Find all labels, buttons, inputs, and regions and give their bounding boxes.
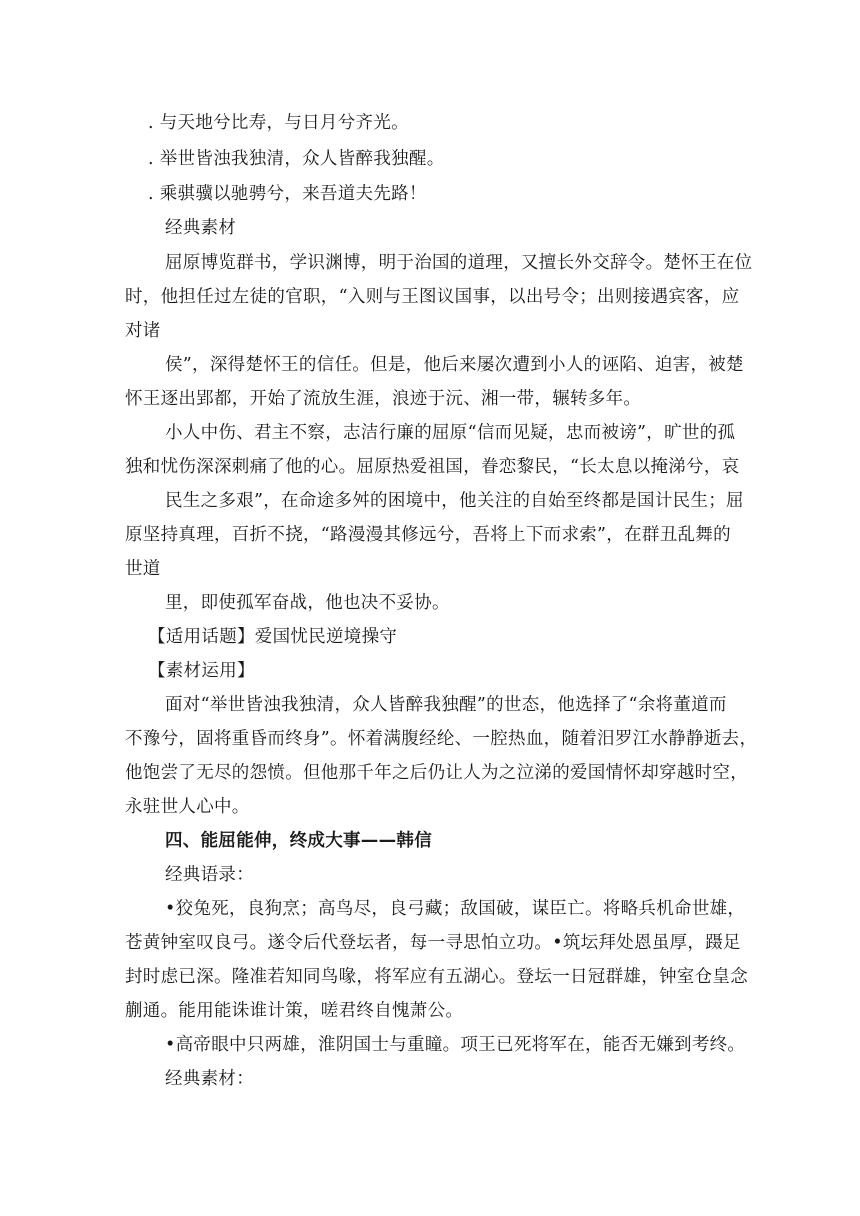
usage-label: 【素材运用】	[148, 661, 255, 681]
paragraph-line: 世道	[125, 559, 161, 579]
paragraph-line: 小人中伤、君主不察，志洁行廉的屈原“信而见疑，忠而被谤”，旷世的孤	[165, 423, 736, 443]
paragraph-line: 蒯通。能用能诛谁计策，嗟君终自愧萧公。	[125, 1001, 464, 1021]
paragraph-line: 苍黄钟室叹良弓。遂令后代登坛者，每一寻思怕立功。•筑坛拜处恩虽厚，蹑足	[125, 933, 741, 953]
paragraph-line: 不豫兮，固将重昏而终身”。怀着满腹经纶、一腔热血，随着汨罗江水静静逝去，	[125, 729, 758, 749]
paragraph-line: 怀王逐出郢都，开始了流放生涯，浪迹于沅、湘一带，辗转多年。	[125, 389, 642, 409]
paragraph-line: 永驻世人心中。	[125, 797, 250, 817]
paragraph-line: 时，他担任过左徒的官职，“入则与王图议国事，以出号令；出则接遇宾客，应	[125, 287, 740, 307]
paragraph-line: 原坚持真理，百折不挠，“路漫漫其修远兮，吾将上下而求索”，在群丑乱舞的	[125, 525, 731, 545]
paragraph-line: •狡兔死，良狗烹；高鸟尽，良弓藏；敌国破，谋臣亡。将略兵机命世雄，	[165, 899, 746, 919]
paragraph-line: 民生之多艰”，在命途多舛的困境中，他关注的自始至终都是国计民生；屈	[165, 491, 744, 511]
paragraph-line: •高帝眼中只两雄，淮阴国士与重瞳。项王已死将军在，能否无嫌到考终。	[165, 1035, 746, 1055]
section-label-material: 经典素材	[165, 218, 237, 238]
section-label-material: 经典素材：	[165, 1069, 254, 1089]
paragraph-line: 他饱尝了无尽的怨愤。但他那千年之后仍让人为之泣涕的爱国情怀却穿越时空，	[125, 763, 748, 783]
quote-line-2: . 举世皆浊我独清，众人皆醉我独醒。	[148, 149, 445, 169]
section-heading: 四、能屈能伸，终成大事——韩信	[165, 831, 432, 851]
quote-line-1: . 与天地兮比寿，与日月兮齐光。	[148, 113, 409, 133]
paragraph-line: 独和忧伤深深刺痛了他的心。屈原热爱祖国，眷恋黎民，“长太息以掩涕兮，哀	[125, 457, 740, 477]
quote-line-3: . 乘骐骥以驰骋兮，来吾道夫先路！	[148, 184, 427, 204]
paragraph-line: 里，即使孤军奋战，他也决不妥协。	[165, 593, 450, 613]
topic-label: 【适用话题】爱国忧民逆境操守	[148, 627, 398, 647]
paragraph-line: 屈原博览群书，学识渊博，明于治国的道理，又擅长外交辞令。楚怀王在位	[165, 253, 753, 273]
paragraph-line: 对诸	[125, 321, 161, 341]
paragraph-line: 面对“举世皆浊我独清，众人皆醉我独醒”的世态，他选择了“余将董道而	[165, 695, 727, 715]
quotes-label: 经典语录：	[165, 865, 254, 885]
paragraph-line: 封时虑已深。隆准若知同鸟喙，将军应有五湖心。登坛一日冠群雄，钟室仓皇念	[125, 967, 748, 987]
paragraph-line: 侯”，深得楚怀王的信任。但是，他后来屡次遭到小人的诬陷、迫害，被楚	[165, 355, 744, 375]
